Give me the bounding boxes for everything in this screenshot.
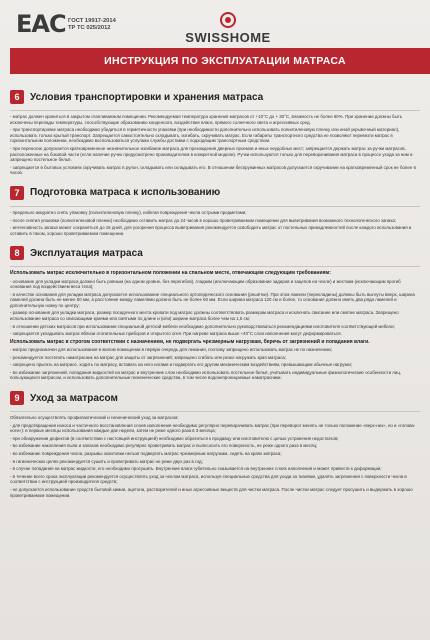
paragraph: - во избежание накопления пыли и запахов необходимо регулярно проветривать матрас и пылесосить его поверхность, не реже одного раза в месяц; [10, 443, 318, 449]
header [10, 0, 420, 67]
section-divider [10, 411, 420, 412]
section-title: Уход за матрасом [30, 392, 118, 404]
brand-name: SWISSHOME [185, 30, 271, 45]
section-transport-storage [10, 88, 420, 176]
section-title: Условия транспортировки и хранения матраса [30, 91, 264, 103]
brand-logo [178, 12, 278, 45]
paragraph: - в случае попадания на матрас жидкости, его необходимо просушить. Внутренние влаги губительно сказывается на внутренних слоях наполнения и может привести к деформации; [10, 466, 382, 472]
gost-standards [68, 18, 116, 32]
brand-emblem-icon [220, 12, 236, 28]
paragraph: - основание для укладки матраса должно быть ровным (на одном уровне, без перегибов), гладким (исключающим образование задиров и зацепов на чехле) и жестким (исключающим прогиб основания под воздействием веса тела); [10, 278, 401, 290]
paragraph: - при переноске допускается кратковременное незначительное изгибание матраса для прохождения дверных проемов и иных неудобных мест; запрещается держать матрас за ручки матрасов, расположенные на боковой части (если наличие ручек предусмотрено производителем в конкретной модели). Ручки используются только для переворачивания матраса в процессе ухода за ним и запрещено постельное бельё. [10, 145, 413, 163]
paragraph: - запрещено прыгать на матрасе, ходить по матрасу, вставать на него ногами и подвергать его другим механическим воздействиям, превышающим обычные нагрузки; [10, 362, 353, 368]
section-header [10, 184, 420, 202]
paragraph: - запрещается в бытовых условиях скручивать матрас в рулон, складывать или складывать его. В отношении беспружинных матрасов допускается скручивание на кратковременный срок не более 6 часов. [10, 164, 416, 176]
eac-certification-mark: EAC [16, 10, 66, 38]
paragraph: - рекомендуется постелить наматрасник на матрас для защиты от загрязнений; запрещено сгибать или резко нагружать края матраса; [10, 354, 287, 360]
section-number: 7 [10, 186, 24, 200]
paragraph: - матрас должен храниться в закрытом отапливаемом помещении. Рекомендуемая температура хранения матрасов от +10°С до + 30°С, влажность не более 60%. При хранении должны быть исключены перепады температуры, способствующие образованию конденсата, воздействие влаги, прямого солнечного света и агрессивных сред. [10, 114, 403, 125]
paragraph-emphasis: Использовать матрас исключительно в горизонтальном положении на спальном месте, отвечающем следующим требованиям: [10, 270, 331, 277]
section-preparation [10, 184, 420, 236]
section-divider [10, 110, 420, 111]
paragraph: - при транспортировке матраса необходимо убедиться в герметичности упаковки (при необходимости дополнительно использовать полиэтиленовую пленку или иной укрывочный материал), использовать только крытый транспорт. Запрещается самостоятельно складывать, изгибать, скручивать матрас. Если габариты транспортного средства не позволяют перевезти матрас в горизонтальном положении, необходимо воспользоваться услугами службы доставки с подходящим транспортным средством. [10, 127, 400, 144]
paragraph: - в течение всего срока эксплуатации рекомендуется осуществлять уход за чехлом матраса, используя специальные средства для ухода за тканями, удалять загрязнения с поверхности чехла в соответствии с инструкцией производителя средств; [10, 473, 407, 485]
section-care [10, 389, 420, 498]
paragraph: - при обнаружении дефектов (в соответствии с настоящей инструкцией) необходимо обратиться к продавцу или изготовителю с целью устранения недостатков; [10, 435, 339, 441]
section-number: 6 [10, 90, 24, 104]
section-title: Эксплуатация матраса [30, 247, 143, 259]
paragraph: - матрас предназначен для использования в жилом помещении в первую очередь для лежания, поэтому запрещено использовать матрас не по назначению; [10, 347, 333, 353]
paragraph: - не допускается использование средств бытовой химии, ацетона, растворителей и иных агрессивных веществ для чистки матраса. После чистки матрас следует просушить и выдержать в хорошо проветриваемом помещении. [10, 486, 413, 498]
section-number: 9 [10, 391, 24, 405]
section-operation [10, 244, 420, 381]
paragraph: Обязательно осуществлять профилактический и гигиенический уход за матрасом: [10, 415, 179, 421]
paragraph: - предельно аккуратно снять упаковку (полиэтиленовую пленку), избегая повреждения чехла острыми предметами; [10, 209, 247, 215]
section-header [10, 88, 420, 106]
section-divider [10, 206, 420, 207]
paragraph: - во избежание повреждения чехла, разрывы окантовки нельзя подвергать матрас чрезмерным нагрузкам, сидеть на краях матраса; [10, 451, 282, 456]
paragraph: - в качестве основания для укладки матраса допускается использование специального ортопедического основания (решётки). При этом ламели (перекладины) должны быть выгнуты вверх, ширина ламелей должна быть не менее 50 мм, а расстояние между ламелями должно быть не более 60 мм. Если ширина матраса 120 см и более, то основание должно иметь два ряда ламелей и дополнительную ножку по центру; [10, 291, 415, 308]
section-title: Подготовка матраса к использованию [30, 187, 221, 199]
section-header [10, 389, 420, 407]
paragraph-emphasis: Использовать матрас в строгом соответствии с назначением, не подвергать чрезмерным нагрузкам, беречь от загрязнений и попадания влаги. [10, 338, 370, 345]
paragraph: - во избежание загрязнений, попадания жидкостей на матрас и внутренние слои необходимо использовать постельное бельё, учитывать индивидуальные физиологические особенности лиц, пользующихся матрасом, и использовать дополнительные гигиенические средства, в том числе водонепроницаемые наматрасники. [10, 369, 402, 381]
paragraph: - запрещается укладывать матрас вблизи отопительных приборов и открытого огня. При нагреве матраса выше +40°С слои наполнения могут деформироваться. [10, 331, 342, 337]
page-title-banner: ИНСТРУКЦИЯ ПО ЭКСПЛУАТАЦИИ МАТРАСА [10, 48, 430, 74]
paragraph: - в гигиенических целях рекомендуется сушить и проветривать матрас не реже двух раз в год; [10, 458, 203, 464]
paragraph: - после снятия упаковки (полиэтиленовой пленки) необходимо оставить матрас до 24 часов в хорошо проветриваемом помещении для выветривания возможного технологического запаха; [10, 217, 397, 223]
paragraph: - размер основания для укладки матраса, размер посадочного места кровати под матрас должны соответствовать размерам матраса и исключать свисание или смятие матраса. Запрещено использование матраса со свисающими краями или смятыми по длине и (или) ширине матраса более чем на 1,5 см; [10, 310, 399, 322]
section-number: 8 [10, 246, 24, 260]
gost-line-2: ТР ТС 025/2012 [68, 25, 111, 31]
paragraph: - в отношении детских матрасов при использовании специальной детской мебели необходимо дополнительно руководствоваться рекомендациями изготовителя соответствующей мебели; [10, 323, 395, 329]
paragraph: - для предотвращения износа и частичного восстановления слоев наполнения необходимо регулярно переворачивать матрас (при переворот менять не только положение «верх-низ», но и «голова-ноги»): в первые месяцы использования каждые две недели, затем не реже одного раза в 3 месяца; [10, 422, 416, 434]
paragraph: - интенсивность запаха может сохраняться до 15 дней, для ускорения процесса выветривания рекомендуется освободить матрас от постельных принадлежностей после каждого использования и оставить в таком, хорошо проветриваемом помещении. [10, 225, 412, 236]
section-header [10, 244, 420, 262]
section-divider [10, 266, 420, 267]
gost-line-1: ГОСТ 19917-2014 [68, 18, 116, 24]
